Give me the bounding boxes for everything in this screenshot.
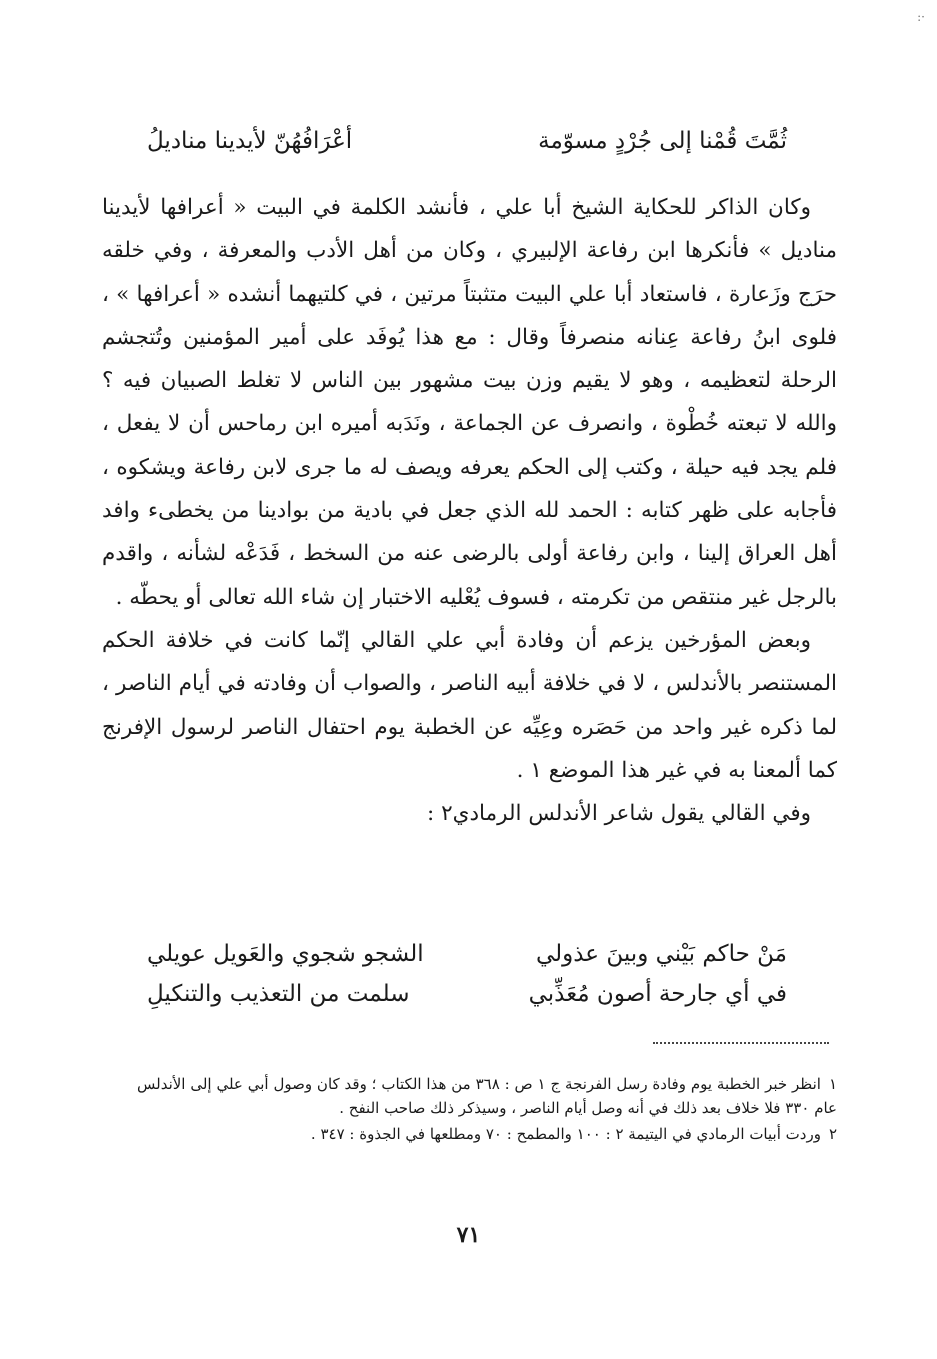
- top-verse: [147, 128, 787, 154]
- footnote-text: وردت أبيات الرمادي في اليتيمة ٢ : ١٠٠ والمطمح : ٧٠ ومطلعها في الجذوة : ٣٤٧ .: [310, 1125, 821, 1143]
- footnote-number: ٢: [828, 1125, 837, 1143]
- verse-line: [147, 974, 787, 1014]
- verse-first-hemistich: في أي جارحة أصون مُعَذِّبي: [528, 981, 787, 1007]
- footnote-text: انظر خبر الخطبة يوم وفادة رسل الفرنجة ج ١ ص : ٣٦٨ من هذا الكتاب ؛ وقد كان وصول أبي علي إلى الأندلس عام ٣٣٠ فلا خلاف بعد ذلك في أنه وصل أيام الناصر ، وسيذكر ذلك صاحب النفح .: [137, 1075, 837, 1117]
- footnote: [137, 1122, 837, 1146]
- verse-line: [147, 934, 787, 974]
- footnote-separator: [653, 1042, 829, 1044]
- verse-first-hemistich: مَنْ حاكم بَيْني وبينَ عذولي: [535, 941, 787, 967]
- footnote-number: ١: [828, 1075, 837, 1093]
- paragraph: وبعض المؤرخين يزعم أن وفادة أبي علي القالي إنّما كانت في خلافة الحكم المستنصر بالأندلس ، لا في خلافة أبيه الناصر ، والصواب أن وفادته في أيام الناصر ، لما ذكره غير واحد من حَصَره وعِيِّه عن الخطبة يوم احتفال الناصر لرسول الإفرنج كما ألمعنا به في غير هذا الموضع ١ .: [102, 627, 837, 783]
- page-number: ٧١: [456, 1222, 481, 1248]
- paragraph: وكان الذاكر للحكاية الشيخ أبا علي ، فأنشد الكلمة في البيت « أعرافها لأيدينا مناديل » فأنكرها ابن رفاعة الإلبيري ، وكان من أهل الأدب والمعرفة ، وفي خلقه حرَج وزَعارة ، فاستعاد أبا علي البيت متثبتاً مرتين ، في كلتيهما أنشده « أعرافها » ، فلوى ابنُ رفاعة عِنانه منصرفاً وقال : مع هذا يُوفَد على أمير المؤمنين وتُتجشم الرحلة لتعظيمه ، وهو لا يقيم وزن بيت مشهور بين الناس لا تغلط الصبيان فيه ؟ والله لا تبعته خُطْوة ، وانصرف عن الجماعة ، ونَدَبه أميره ابن رماحس أن لا يفعل ، فلم يجد فيه حيلة ، وكتب إلى الحكم يعرفه ويصف له ما جرى لابن رفاعة ويشكوه ، فأجابه على ظهر كتابه : الحمد لله الذي جعل في بادية من بوادينا من يخطىء وافد أهل العراق إلينا ، وابن رفاعة أولى بالرضى عنه من السخط ، فَدَعْه لشأنه ، واقدم بالرجل غير منتقص من تكرمته ، فسوف يُعْليه الاختبار إن شاء الله تعالى أو يحطّه .: [102, 195, 837, 610]
- footnotes: [137, 1072, 837, 1148]
- footnote: [137, 1072, 837, 1120]
- top-verse-first-hemistich: ثُمَّتَ قُمْنا إلى جُرْدٍ مسوّمة: [538, 128, 787, 154]
- top-verse-second-hemistich: أعْرَافُهُنّ لأيدينا مناديلُ: [147, 128, 353, 154]
- paragraph: وفي القالي يقول شاعر الأندلس الرمادي٢ :: [427, 801, 811, 827]
- verse-second-hemistich: سلمت من التعذيب والتنكيلِ: [147, 981, 410, 1007]
- poem-verses: [147, 934, 787, 1014]
- body-text: [102, 186, 837, 835]
- verse-second-hemistich: الشجو شجوي والعَويل عويلي: [147, 941, 424, 967]
- corner-mark: ·:: [917, 10, 925, 24]
